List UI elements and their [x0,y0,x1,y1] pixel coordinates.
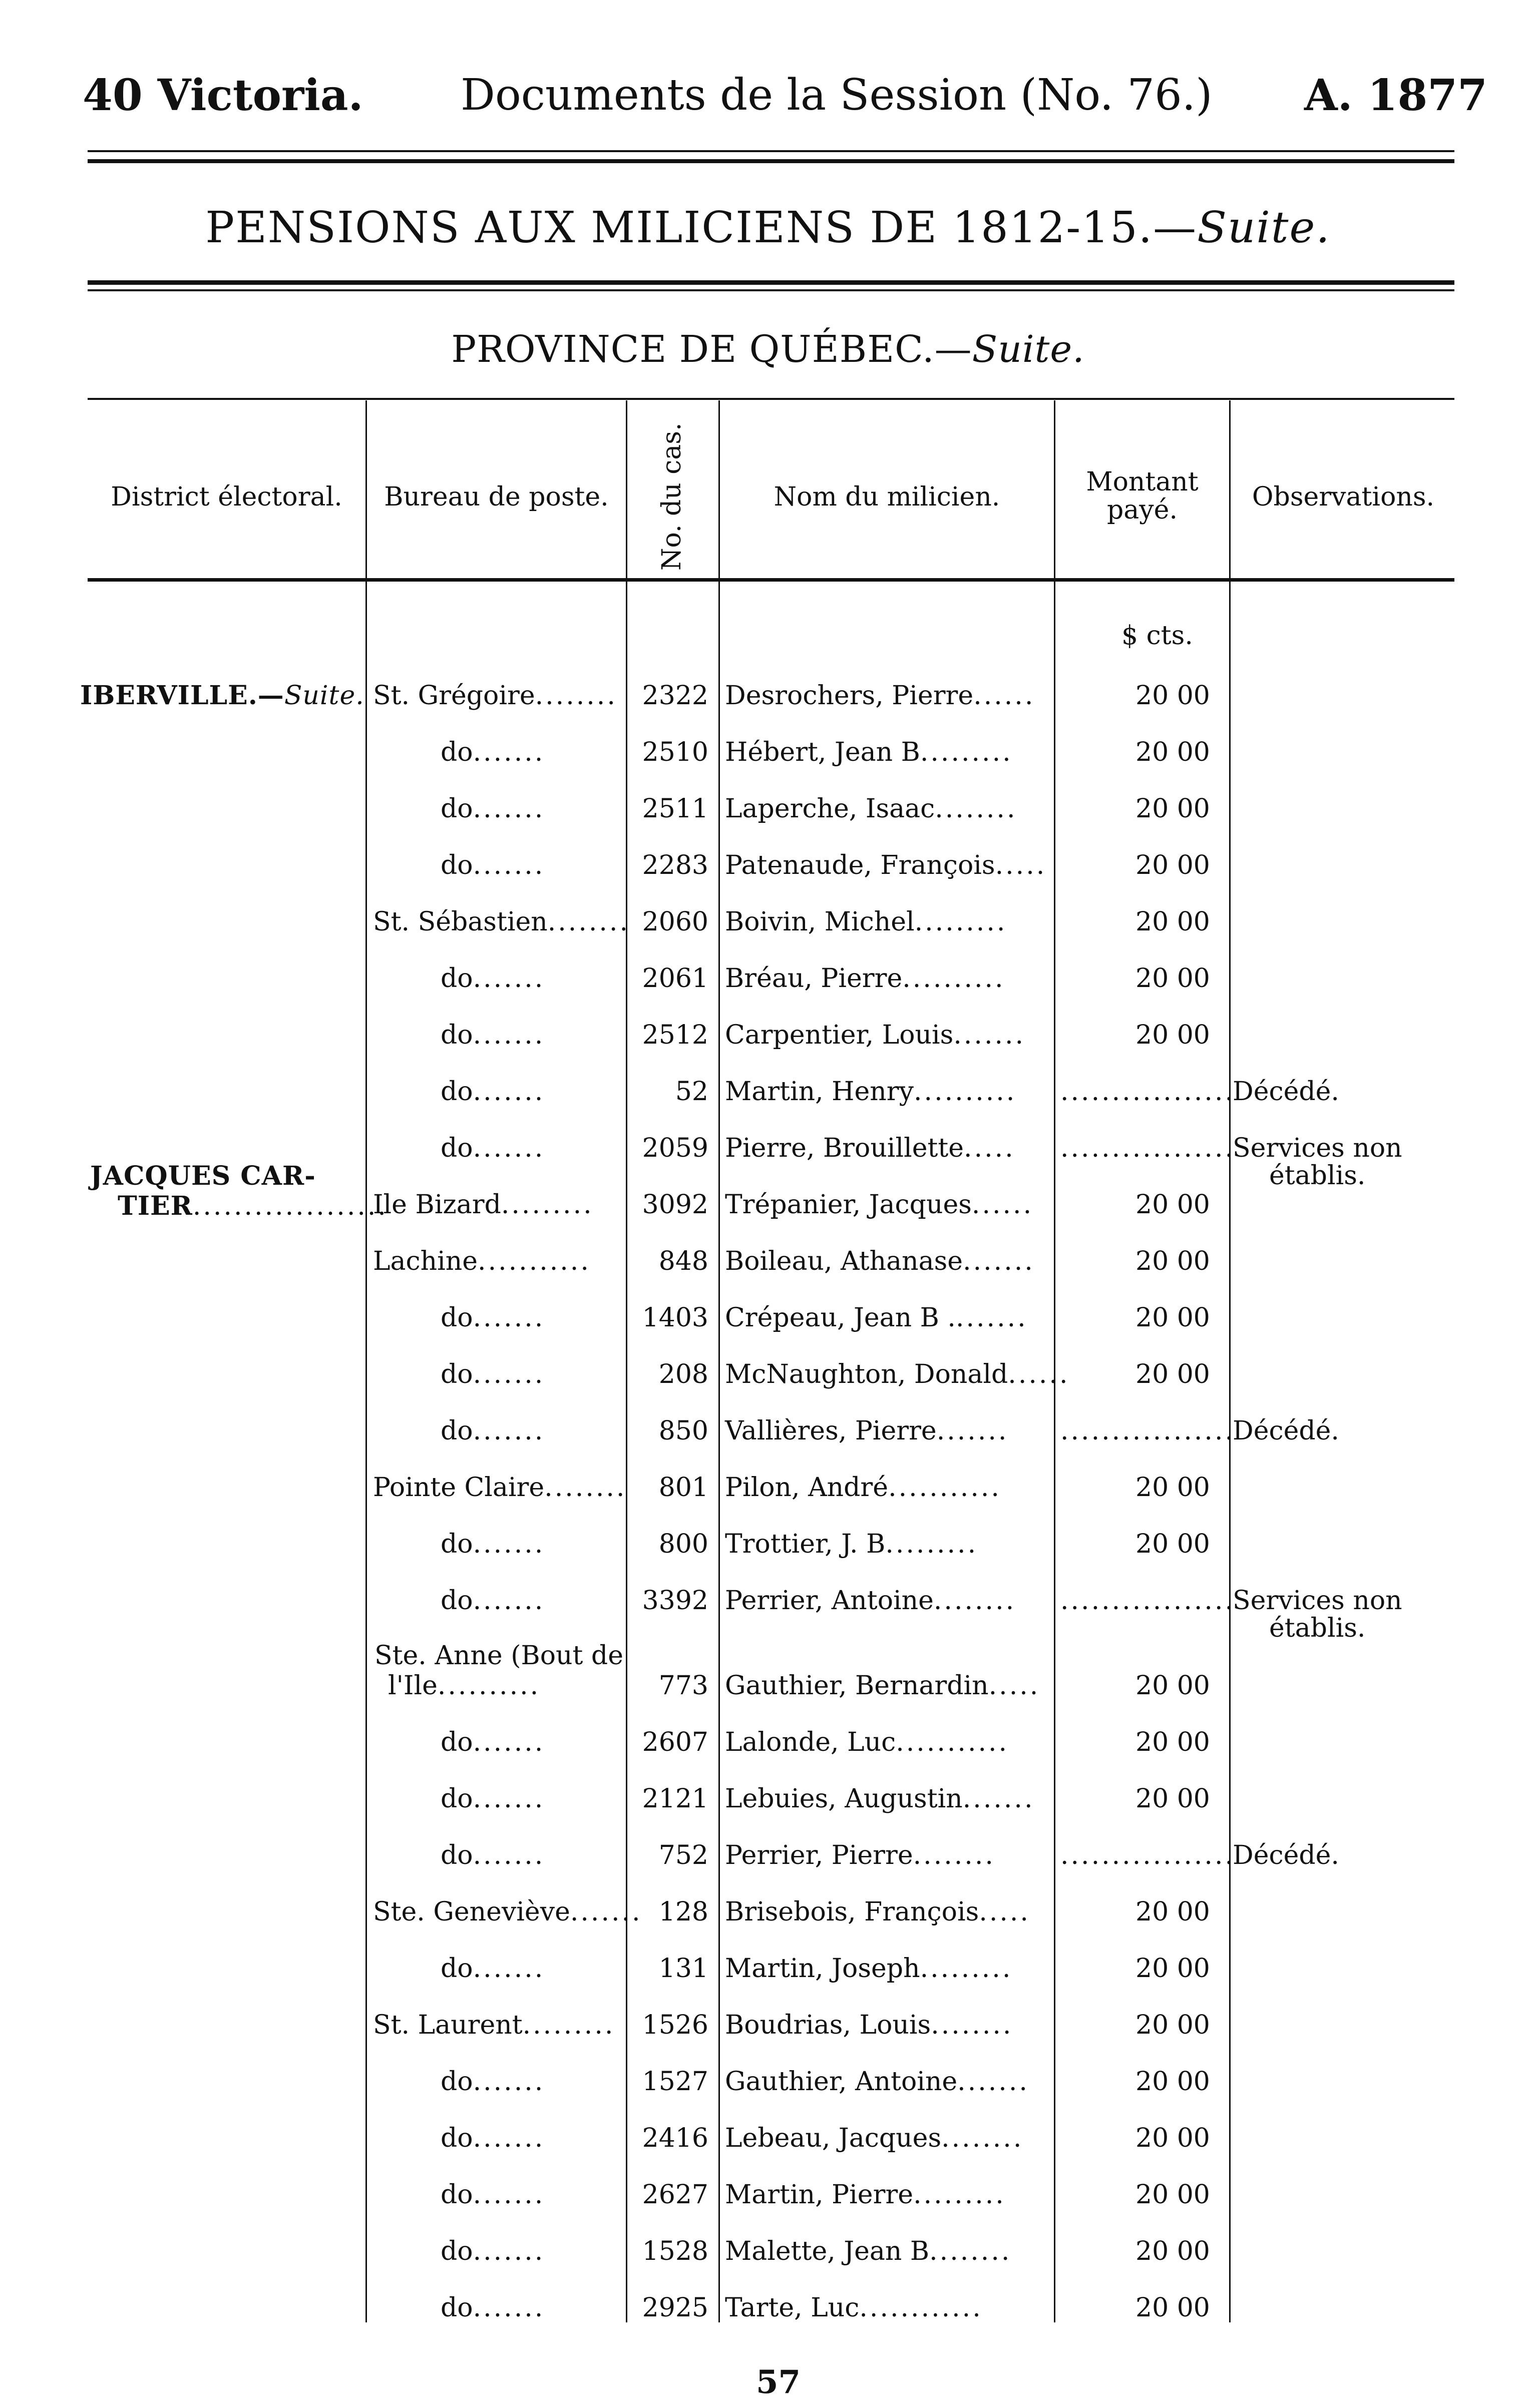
bureau-cell-text: Ile Bizard [373,1190,501,1220]
name-cell-text: Malette, Jean B [725,2236,930,2266]
case-number-text: 2121 [642,1784,708,1814]
name-cell: Boivin, Michel......... [725,907,1007,937]
case-number [628,1671,708,1701]
bureau-cell: do....... [441,850,545,880]
bureau-cell: do....... [441,1359,545,1389]
bureau-cell-text: do [441,2293,473,2323]
amount-cell-text: 20 00 [1135,1727,1210,1757]
bureau-cell-text: do [441,2067,473,2097]
amount-cell [1135,681,1210,711]
case-number-text: 3092 [642,1190,708,1220]
name-cell: Pilon, André........... [725,1473,1001,1503]
column-divider [1229,400,1231,2322]
column-header-montant [1055,468,1229,524]
bureau-cell: l'Ile.......... [388,1671,541,1701]
bureau-cell: do....... [441,1529,545,1559]
name-cell: Laperche, Isaac........ [725,794,1017,824]
amount-cell [1135,737,1210,767]
amount-cell [1135,2180,1210,2210]
page-title-suffix: Suite. [1197,203,1331,253]
observation-cell-text: Décédé. [1233,1077,1339,1107]
district-name: IBERVILLE.— [80,680,284,711]
observation-cell [1233,1133,1402,1163]
column-divider [365,400,367,2322]
amount-cell-text: 20 00 [1135,1246,1210,1276]
case-number [628,681,708,711]
amount-cell [1135,1897,1210,1927]
name-cell: Tarte, Luc............ [725,2293,983,2323]
bureau-cell [374,1641,623,1671]
observation-cell-text: établis. [1269,1613,1366,1643]
bureau-cell: do....... [441,2236,545,2266]
case-number [628,2293,708,2323]
name-cell: Boudrias, Louis........ [725,2010,1013,2040]
column-header-observations: Observations. [1252,482,1435,512]
case-number [628,1190,708,1220]
case-number [628,1133,708,1163]
name-cell: Trépanier, Jacques...... [725,1190,1034,1220]
bureau-cell-text: do [441,737,473,767]
case-number [628,1077,708,1107]
name-cell-text: Boileau, Athanase [725,1246,963,1276]
case-number [628,2123,708,2153]
bureau-cell: do....... [441,1954,545,1984]
bureau-cell: do....... [441,737,545,767]
case-number-text: 2322 [642,681,708,711]
case-number [628,2180,708,2210]
amount-cell-text: 20 00 [1135,1473,1210,1503]
name-cell-text: Hébert, Jean B [725,737,920,767]
observation-cell [1233,1416,1339,1446]
bureau-cell-text: do [441,1133,473,1163]
district-label: JACQUES CAR- [90,1161,316,1191]
name-cell-text: Perrier, Pierre [725,1840,913,1870]
bureau-cell: do....... [441,1784,545,1814]
amount-cell [1135,1671,1210,1701]
name-cell: Perrier, Pierre........ [725,1840,995,1870]
name-cell: Trottier, J. B......... [725,1529,978,1559]
case-number [628,2010,708,2040]
bureau-cell-text: Ste. Geneviève [373,1897,570,1927]
amount-cell [1135,1529,1210,1559]
name-cell-text: Bréau, Pierre [725,964,903,994]
bureau-cell-text: do [441,1416,473,1446]
name-cell-text: Lebuies, Augustin [725,1784,963,1814]
amount-cell [1135,794,1210,824]
bureau-cell-text: l'Ile [388,1671,438,1701]
amount-cell [1135,964,1210,994]
amount-cell [1135,1190,1210,1220]
section-title-main: PROVINCE DE QUÉBEC.— [451,328,972,371]
table-top-rule [88,398,1454,400]
amount-cell-text: 20 00 [1135,2067,1210,2097]
amount-cell [1135,1303,1210,1333]
bureau-cell: do....... [441,2123,545,2153]
bureau-cell-text: St. Grégoire [373,681,535,711]
amount-cell [1135,907,1210,937]
name-cell-text: Gauthier, Bernardin [725,1671,989,1701]
case-number [628,964,708,994]
case-number-text: 3392 [642,1586,708,1616]
observation-cell [1269,1613,1365,1643]
bureau-cell: do....... [441,1727,545,1757]
bureau-cell: do....... [441,1840,545,1870]
observation-cell-text: établis. [1269,1161,1366,1191]
name-cell-text: Patenaude, François [725,850,995,880]
bureau-cell: do....... [441,1303,545,1333]
section-title [0,328,1536,371]
name-cell: Hébert, Jean B......... [725,737,1013,767]
amount-cell-text: 20 00 [1135,1784,1210,1814]
case-number [628,1897,708,1927]
case-number-text: 128 [658,1897,708,1927]
case-number-text: 848 [658,1246,708,1276]
case-number-text: 1528 [642,2236,708,2266]
bureau-cell: do....... [441,794,545,824]
name-cell-text: Trottier, J. B [725,1529,886,1559]
case-number-text: 2510 [642,737,708,767]
amount-cell [1135,2236,1210,2266]
bureau-cell: do....... [441,1133,545,1163]
case-number-text: 2060 [642,907,708,937]
name-cell: Patenaude, François..... [725,850,1047,880]
case-number [628,794,708,824]
observation-cell-text: Décédé. [1233,1416,1339,1446]
bureau-cell: do....... [441,2180,545,2210]
case-number-text: 2061 [642,964,708,994]
amount-cell [1135,1359,1210,1389]
column-divider [626,400,627,2322]
header-year: A. 1877 [1304,70,1487,121]
case-number-text: 52 [675,1077,708,1107]
case-number-text: 1403 [642,1303,708,1333]
case-number-text: 1527 [642,2067,708,2097]
name-cell-text: Boivin, Michel [725,907,915,937]
header-volume: 40 Victoria. [83,70,363,121]
name-cell-text: Tarte, Luc [725,2293,860,2323]
name-cell: Lebeau, Jacques........ [725,2123,1024,2153]
amount-cell-text: 20 00 [1135,1954,1210,1984]
bureau-cell: Ile Bizard......... [373,1190,594,1220]
bureau-cell-text: do [441,1077,473,1107]
amount-cell-text: 20 00 [1135,1020,1210,1050]
bureau-cell-text: do [441,1840,473,1870]
bureau-cell: do....... [441,1077,545,1107]
name-cell: Martin, Pierre......... [725,2180,1006,2210]
name-cell: Lalonde, Luc........... [725,1727,1009,1757]
case-number-text: 2511 [642,794,708,824]
amount-cell-text: 20 00 [1135,1359,1210,1389]
bureau-cell-text: do [441,850,473,880]
name-cell-text: McNaughton, Donald [725,1359,1008,1389]
district-label [80,681,364,711]
case-number [628,1303,708,1333]
case-number-text: 2925 [642,2293,708,2323]
district-label: TIER................... [118,1191,388,1221]
case-number [628,1416,708,1446]
bureau-cell-text: do [441,794,473,824]
amount-cell-text: 20 00 [1135,964,1210,994]
bureau-cell: Lachine........... [373,1246,591,1276]
case-number-text: 2627 [642,2180,708,2210]
amount-cell-text: 20 00 [1135,1303,1210,1333]
name-cell: Carpentier, Louis....... [725,1020,1026,1050]
amount-blank: ................. [1060,1586,1235,1616]
district-name: TIER [118,1191,193,1221]
bureau-cell-text: do [441,2236,473,2266]
bureau-cell: Ste. Geneviève....... [373,1897,642,1927]
case-number-text: 801 [658,1473,708,1503]
bureau-cell: Pointe Claire........ [373,1473,627,1503]
case-number [628,907,708,937]
currency-units: $ cts. [1121,621,1193,651]
name-cell-text: Boudrias, Louis [725,2010,931,2040]
amount-cell [1135,1020,1210,1050]
bureau-cell-text: Lachine [373,1246,478,1276]
name-cell: Martin, Henry.......... [725,1077,1017,1107]
name-cell: Crépeau, Jean B ........ [725,1303,1028,1333]
case-number-text: 208 [658,1359,708,1389]
name-cell-text: Vallières, Pierre [725,1416,937,1446]
bureau-cell-text: St. Sébastien [373,907,548,937]
case-number [628,1954,708,1984]
bureau-cell-text: do [441,2180,473,2210]
name-cell: Martin, Joseph......... [725,1954,1013,1984]
amount-cell-text: 20 00 [1135,1671,1210,1701]
name-cell: Brisebois, François..... [725,1897,1030,1927]
amount-cell-text: 20 00 [1135,2180,1210,2210]
amount-cell-text: 20 00 [1135,794,1210,824]
name-cell: Desrochers, Pierre...... [725,681,1035,711]
bureau-cell-text: do [441,1303,473,1333]
amount-cell [1135,1473,1210,1503]
column-divider [718,400,720,2322]
amount-cell [1135,1246,1210,1276]
case-number-text: 2607 [642,1727,708,1757]
case-number [628,850,708,880]
page-number: 57 [756,2363,801,2401]
district-suffix: Suite. [284,681,364,711]
case-number [628,1359,708,1389]
amount-cell-text: 20 00 [1135,1897,1210,1927]
name-cell-text: Carpentier, Louis [725,1020,954,1050]
amount-cell [1135,850,1210,880]
amount-cell-text: 20 00 [1135,2236,1210,2266]
column-header-no-cas: No. du cas. [657,422,687,571]
name-cell: Perrier, Antoine........ [725,1586,1016,1616]
bureau-cell-text: do [441,1529,473,1559]
bureau-cell: do....... [441,1020,545,1050]
amount-blank: ................. [1060,1840,1235,1870]
name-cell: Gauthier, Antoine....... [725,2067,1029,2097]
bureau-cell-text: do [441,1586,473,1616]
amount-cell-text: 20 00 [1135,1190,1210,1220]
name-cell-text: Pierre, Brouillette [725,1133,964,1163]
case-number-text: 2416 [642,2123,708,2153]
bureau-cell: do....... [441,2067,545,2097]
name-cell: McNaughton, Donald...... [725,1359,1070,1389]
case-number [628,737,708,767]
table-header-rule [88,578,1454,582]
name-cell: Lebuies, Augustin....... [725,1784,1035,1814]
amount-blank: ................. [1060,1133,1235,1163]
amount-cell [1135,2123,1210,2153]
name-cell: Malette, Jean B........ [725,2236,1012,2266]
name-cell: Vallières, Pierre....... [725,1416,1009,1446]
title-rule-bottom [88,289,1454,291]
case-number [628,1473,708,1503]
amount-blank: ................. [1060,1077,1235,1107]
title-rule-top [88,280,1454,285]
case-number-text: 800 [658,1529,708,1559]
case-number [628,2067,708,2097]
case-number [628,1246,708,1276]
case-number [628,1020,708,1050]
observation-cell-text: Services non [1233,1133,1402,1163]
case-number-text: 773 [658,1671,708,1701]
case-number-text: 2283 [642,850,708,880]
name-cell-text: Pilon, André [725,1473,889,1503]
bureau-cell-text: do [441,964,473,994]
bureau-cell-text: do [441,1954,473,1984]
bureau-cell-text: do [441,1727,473,1757]
bureau-cell: St. Grégoire........ [373,681,617,711]
amount-cell [1135,2293,1210,2323]
bureau-cell-text: St. Laurent [373,2010,523,2040]
bureau-cell: do....... [441,1586,545,1616]
amount-cell [1135,1727,1210,1757]
name-cell: Pierre, Brouillette..... [725,1133,1015,1163]
amount-cell-text: 20 00 [1135,907,1210,937]
name-cell: Boileau, Athanase....... [725,1246,1035,1276]
name-cell-text: Gauthier, Antoine [725,2067,958,2097]
amount-cell [1135,2067,1210,2097]
name-cell-text: Martin, Pierre [725,2180,914,2210]
page-title [0,203,1536,253]
column-header-montant-line2: payé. [1107,495,1178,525]
bureau-cell: St. Sébastien........ [373,907,630,937]
name-cell-text: Trépanier, Jacques [725,1190,972,1220]
observation-cell-text: Décédé. [1233,1840,1339,1870]
case-number [628,1784,708,1814]
name-cell-text: Laperche, Isaac [725,794,935,824]
observation-cell [1233,1840,1339,1870]
name-cell-text: Lebeau, Jacques [725,2123,942,2153]
amount-cell-text: 20 00 [1135,737,1210,767]
observation-cell [1233,1586,1402,1616]
observation-cell [1269,1161,1365,1191]
name-cell: Gauthier, Bernardin..... [725,1671,1040,1701]
column-header-bureau: Bureau de poste. [384,482,609,512]
case-number [628,2236,708,2266]
amount-cell-text: 20 00 [1135,681,1210,711]
observation-cell [1233,1077,1339,1107]
amount-blank: ................. [1060,1416,1235,1446]
section-title-suffix: Suite. [972,328,1085,371]
bureau-cell: do....... [441,964,545,994]
case-number-text: 752 [658,1840,708,1870]
column-header-montant-line1: Montant [1086,467,1199,497]
amount-cell [1135,1954,1210,1984]
column-header-nom: Nom du milicien. [774,482,1000,512]
bureau-cell-text: do [441,1784,473,1814]
case-number-text: 131 [658,1954,708,1984]
bureau-cell-text: Ste. Anne (Bout de [374,1641,623,1671]
bureau-cell: St. Laurent......... [373,2010,615,2040]
bureau-cell-text: Pointe Claire [373,1473,545,1503]
name-cell-text: Martin, Joseph [725,1954,920,1984]
case-number-text: 850 [658,1416,708,1446]
amount-cell [1135,1784,1210,1814]
case-number-text: 1526 [642,2010,708,2040]
case-number-text: 2059 [642,1133,708,1163]
amount-cell-text: 20 00 [1135,850,1210,880]
case-number [628,1529,708,1559]
page-title-main: PENSIONS AUX MILICIENS DE 1812-15.— [205,203,1198,253]
case-number [628,1586,708,1616]
bureau-cell-text: do [441,1020,473,1050]
name-cell-text: Martin, Henry [725,1077,914,1107]
bureau-cell-text: do [441,2123,473,2153]
header-rule-top [88,150,1454,152]
amount-cell-text: 20 00 [1135,2293,1210,2323]
bureau-cell: do....... [441,1416,545,1446]
name-cell-text: Perrier, Antoine [725,1586,934,1616]
header-rule-bottom [88,159,1454,163]
case-number [628,1727,708,1757]
name-cell: Bréau, Pierre.......... [725,964,1005,994]
name-cell-text: Desrochers, Pierre [725,681,974,711]
case-number-text: 2512 [642,1020,708,1050]
name-cell-text: Brisebois, François [725,1897,979,1927]
header-session: Documents de la Session (No. 76.) [461,70,1213,120]
amount-cell-text: 20 00 [1135,2010,1210,2040]
column-header-district: District électoral. [111,482,342,512]
amount-cell [1135,2010,1210,2040]
name-cell-text: Lalonde, Luc [725,1727,896,1757]
observation-cell-text: Services non [1233,1586,1402,1616]
bureau-cell-text: do [441,1359,473,1389]
name-cell-text: Crépeau, Jean B . [725,1303,956,1333]
amount-cell-text: 20 00 [1135,1529,1210,1559]
amount-cell-text: 20 00 [1135,2123,1210,2153]
bureau-cell: do....... [441,2293,545,2323]
case-number [628,1840,708,1870]
